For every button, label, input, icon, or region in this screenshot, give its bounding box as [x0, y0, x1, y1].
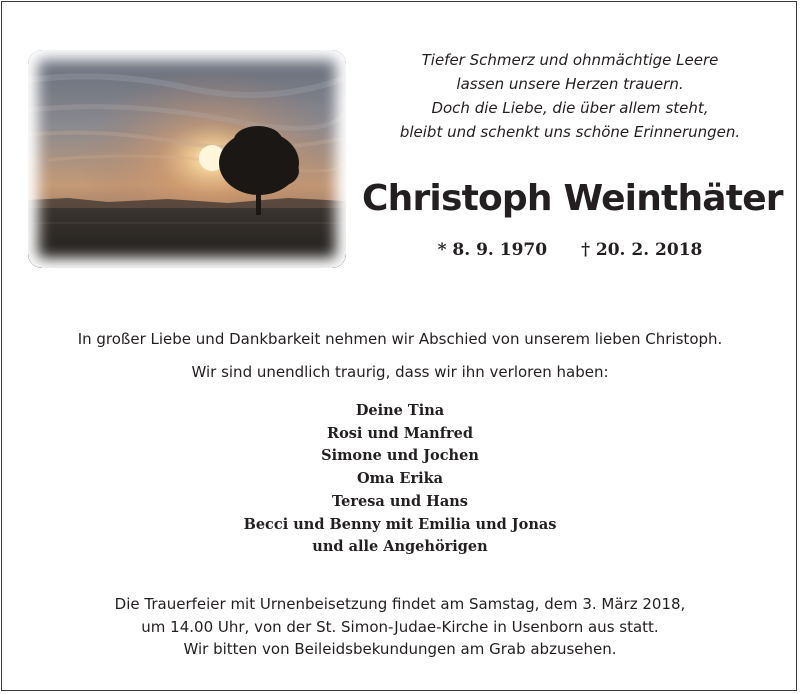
- mourner-line: Oma Erika: [356, 470, 444, 488]
- mourner-line: Teresa und Hans: [332, 492, 468, 510]
- mourner-line: Simone und Jochen: [321, 447, 479, 465]
- mourners-list: [0, 400, 800, 559]
- sunset-tree-icon: [28, 50, 346, 268]
- sorrow-sentence: Wir sind unendlich traurig, dass wir ihn verloren haben:: [191, 363, 609, 381]
- death-date: † 20. 2. 2018: [581, 240, 703, 260]
- mourner-line: Rosi und Manfred: [327, 424, 473, 442]
- verse-line: lassen unsere Herzen trauern.: [456, 75, 684, 93]
- farewell-sentence: In großer Liebe und Dankbarkeit nehmen wir Abschied von unserem lieben Christoph.: [77, 330, 723, 348]
- mourner-line: und alle Angehörigen: [312, 538, 488, 556]
- mourner-line: Becci und Benny mit Emilia und Jonas: [243, 515, 557, 533]
- verse-line: bleibt und schenkt uns schöne Erinnerungen.: [399, 123, 741, 141]
- memorial-verse: [370, 48, 770, 144]
- life-dates: [370, 240, 770, 260]
- deceased-name: Christoph Weinthäter: [362, 178, 783, 219]
- verse-line: Doch die Liebe, die über allem steht,: [431, 99, 709, 117]
- birth-date: * 8. 9. 1970: [437, 240, 548, 260]
- service-line: Die Trauerfeier mit Urnenbeisetzung findet am Samstag, dem 3. März 2018,: [114, 595, 686, 613]
- service-line: Wir bitten von Beileidsbekundungen am Grab abzusehen.: [183, 640, 617, 658]
- mourner-line: Deine Tina: [355, 402, 445, 419]
- memorial-photo: [28, 50, 346, 268]
- service-information: [0, 593, 800, 661]
- verse-line: Tiefer Schmerz und ohnmächtige Leere: [421, 51, 719, 69]
- service-line: um 14.00 Uhr, von der St. Simon-Judae-Kirche in Usenborn aus statt.: [141, 617, 659, 636]
